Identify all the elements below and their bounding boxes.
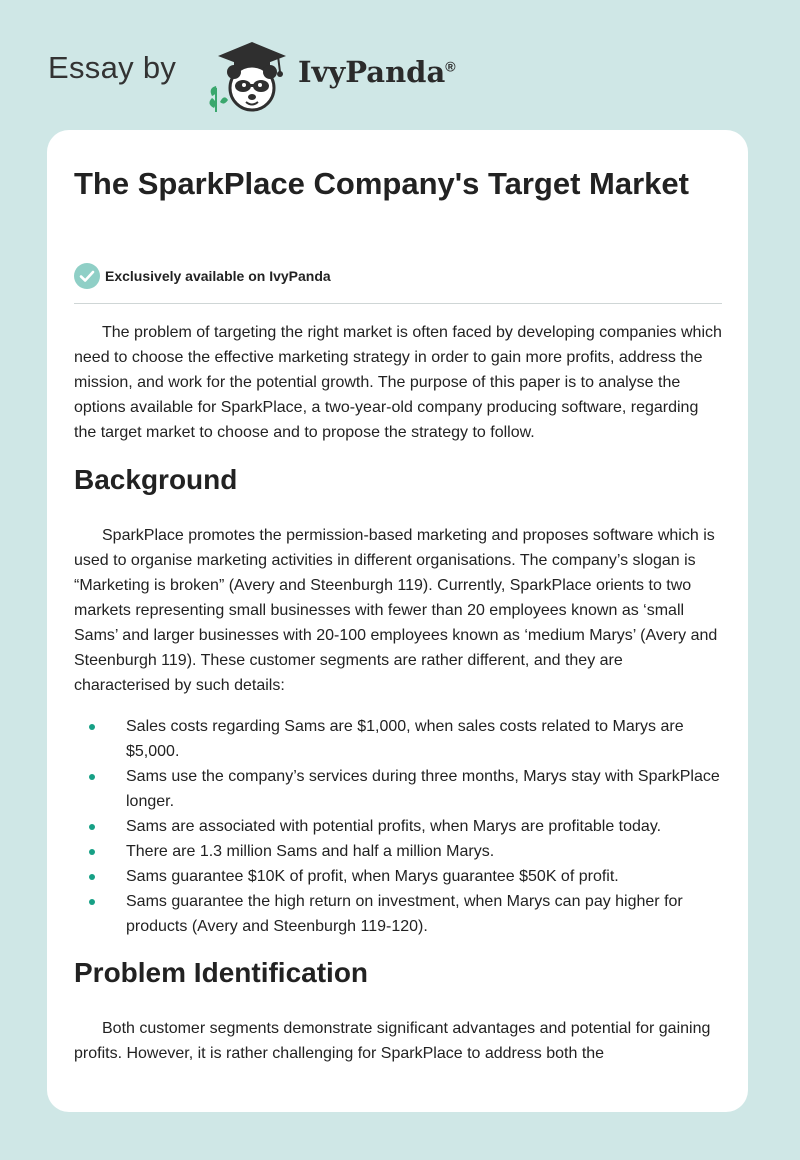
list-item: Sams guarantee $10K of profit, when Marys guarantee $50K of profit. [74, 864, 722, 889]
site-header [48, 36, 548, 116]
intro-paragraph: The problem of targeting the right market is often faced by developing companies which need to choose the effective marketing strategy in order to gain more profits, address the mission, and work for the potential growth. The purpose of this paper is to analyse the options available for SparkPlace, a two-year-old company producing software, regarding the target market to choose and to propose the strategy to follow. [74, 324, 722, 441]
ivypanda-logo-icon[interactable] [204, 36, 294, 114]
list-item: Sams guarantee the high return on investment, when Marys can pay higher for products (Avery and Steenburgh 119-120). [74, 889, 722, 939]
background-paragraph: SparkPlace promotes the permission-based marketing and proposes software which is used to organise marketing activities in different organisations. The company’s slogan is “Marketing is broken” (Avery and Steenburgh 119). Currently, SparkPlace orients to two markets representing small businesses with fewer than 20 employees known as ‘small Sams’ and larger businesses with 20-100 employees known as ‘medium Marys’ (Avery and Steenburgh 119). These customer segments are rather different, and they are characterised by such details: [74, 527, 718, 694]
registered-mark: ® [445, 58, 456, 75]
essay-card [47, 130, 748, 1112]
essay-title: The SparkPlace Company's Target Market [74, 166, 689, 201]
bullet-icon [89, 874, 95, 880]
list-item: Sales costs regarding Sams are $1,000, when sales costs related to Marys are $5,000. [74, 714, 722, 764]
bullet-icon [89, 849, 95, 855]
problem-paragraph: Both customer segments demonstrate significant advantages and potential for gaining profits. However, it is rather challenging for SparkPlace to address both the [74, 1020, 711, 1062]
list-item: Sams are associated with potential profits, when Marys are profitable today. [74, 814, 722, 839]
exclusive-badge-text: Exclusively available on IvyPanda [105, 268, 331, 284]
section-heading-problem-identification: Problem Identification [74, 957, 369, 988]
essay-by-label: Essay by [48, 50, 177, 85]
list-item: Sams use the company’s services during three months, Marys stay with SparkPlace longer. [74, 764, 722, 814]
ivypanda-brand[interactable]: IvyPanda® [298, 55, 456, 89]
bullet-icon [89, 824, 95, 830]
bullet-icon [89, 724, 95, 730]
bullet-icon [89, 899, 95, 905]
title-divider [74, 303, 722, 304]
check-circle-icon [74, 263, 100, 289]
bullet-icon [89, 774, 95, 780]
segment-details-list [74, 714, 722, 939]
section-heading-background: Background [74, 464, 238, 495]
list-item: There are 1.3 million Sams and half a million Marys. [74, 839, 722, 864]
